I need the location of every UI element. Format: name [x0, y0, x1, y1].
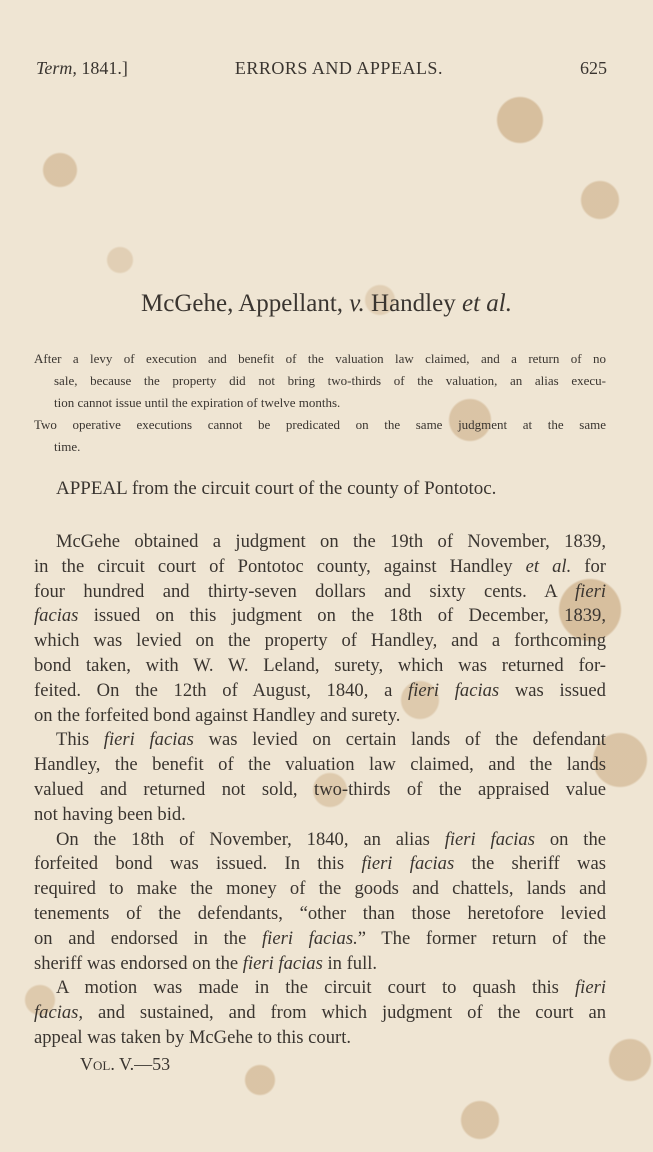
- text-line: [34, 828, 606, 853]
- italic-text: fieri facias.: [262, 927, 358, 949]
- text-line: [34, 654, 606, 679]
- text-line: [34, 629, 606, 654]
- text-line: [34, 555, 606, 580]
- page-number: 625: [580, 58, 607, 78]
- text-line: [34, 902, 606, 927]
- text-line: [34, 753, 606, 778]
- italic-text: et al.: [525, 555, 572, 577]
- text-segment: required to make the money of the goods and chattels, lands and: [34, 878, 606, 900]
- title-et-al: et al.: [461, 290, 512, 317]
- text-line: [34, 679, 606, 704]
- text-line: [34, 348, 606, 370]
- text-line: [34, 1001, 606, 1026]
- text-segment: valued and returned not sold, two-thirds of the appraised value: [34, 778, 606, 800]
- text-segment: forfeited bond was issued. In this: [34, 853, 362, 875]
- text-line: [34, 1026, 606, 1051]
- text-line: [34, 530, 606, 555]
- text-segment: was levied on certain lands of the defendant: [193, 729, 606, 751]
- running-title: ERRORS AND APPEALS.: [234, 58, 443, 78]
- text-segment: not having been bid.: [34, 803, 186, 825]
- signature-mark: Vol. V.—53: [80, 1054, 171, 1074]
- text-line: [34, 414, 606, 436]
- italic-text: fieri facias: [242, 952, 323, 974]
- text-line: [34, 927, 606, 952]
- text-segment: on the forfeited bond against Handley and surety.: [34, 704, 401, 726]
- text-segment: sheriff was endorsed on the: [34, 952, 243, 974]
- text-segment: On the 18th of November, 1840, an alias: [56, 828, 445, 850]
- italic-text: fieri: [575, 580, 606, 602]
- text-segment: issued on this judgment on the 18th of December, 1839,: [78, 605, 606, 627]
- italic-text: facias: [34, 605, 79, 627]
- text-segment: in full.: [322, 952, 378, 974]
- title-parties: McGehe, Appellant,: [141, 290, 350, 317]
- italic-text: facias,: [34, 1002, 84, 1024]
- text-segment: McGehe obtained a judgment on the 19th of November, 1839,: [56, 531, 606, 552]
- text-segment: After a levy of execution and benefit of the valuation law claimed, and a return of no: [34, 351, 606, 366]
- text-line: [34, 976, 606, 1001]
- title-versus: v.: [349, 290, 365, 317]
- term-year: 1841.]: [76, 58, 128, 78]
- text-segment: which was levied on the property of Handley, and a forthcoming: [34, 630, 606, 652]
- text-segment: This: [56, 729, 104, 751]
- text-segment: bond taken, with W. W. Leland, surety, which was returned for-: [34, 654, 606, 676]
- text-line: [34, 877, 606, 902]
- running-header: [36, 58, 607, 79]
- text-segment: time.: [54, 439, 81, 454]
- italic-text: fieri: [575, 977, 606, 999]
- text-line: [34, 728, 606, 753]
- text-segment: Handley, the benefit of the valuation law claimed, and the lands: [34, 754, 606, 776]
- text-segment: Two operative executions cannot be predicated on the same judgment at the same: [34, 417, 606, 432]
- text-segment: feited. On the 12th of August, 1840, a: [34, 679, 409, 701]
- appeal-line: APPEAL from the circuit court of the county of Pontotoc.: [56, 478, 497, 499]
- italic-text: fieri facias: [361, 853, 455, 875]
- text-line: [34, 392, 606, 414]
- text-segment: in the circuit court of Pontotoc county, against Handley: [34, 555, 526, 577]
- text-segment: tion cannot issue until the expiration of twelve months.: [54, 395, 341, 410]
- italic-text: fieri facias: [444, 828, 535, 850]
- italic-text: fieri facias: [103, 729, 194, 751]
- text-segment: four hundred and thirty-seven dollars and sixty cents. A: [34, 580, 575, 602]
- text-segment: on the: [534, 828, 606, 850]
- text-segment: the sheriff was: [454, 853, 606, 875]
- text-line: [34, 580, 606, 605]
- text-segment: A motion was made in the circuit court to quash this: [56, 977, 575, 999]
- text-line: [34, 803, 606, 828]
- case-title: [0, 290, 653, 318]
- text-segment: was issued: [499, 679, 606, 701]
- text-line: [34, 370, 606, 392]
- italic-text: fieri facias: [408, 679, 500, 701]
- title-defendant: Handley: [364, 290, 462, 317]
- text-line: [34, 852, 606, 877]
- text-line: [34, 952, 606, 977]
- text-segment: for: [571, 555, 606, 577]
- text-line: [34, 436, 606, 458]
- text-line: [34, 778, 606, 803]
- text-segment: and sustained, and from which judgment of the court an: [83, 1002, 606, 1024]
- opinion-body: [34, 530, 606, 1051]
- term-italic: Term,: [36, 58, 77, 78]
- headnote: [34, 348, 606, 458]
- text-line: [34, 604, 606, 629]
- text-segment: ” The former return of the: [357, 927, 606, 949]
- text-line: [34, 704, 606, 729]
- text-segment: on and endorsed in the: [34, 927, 263, 949]
- text-segment: sale, because the property did not bring two-thirds of the valuation, an alias execu-: [54, 373, 606, 388]
- text-segment: appeal was taken by McGehe to this court.: [34, 1026, 352, 1048]
- text-segment: tenements of the defendants, “other than those heretofore levied: [34, 902, 606, 924]
